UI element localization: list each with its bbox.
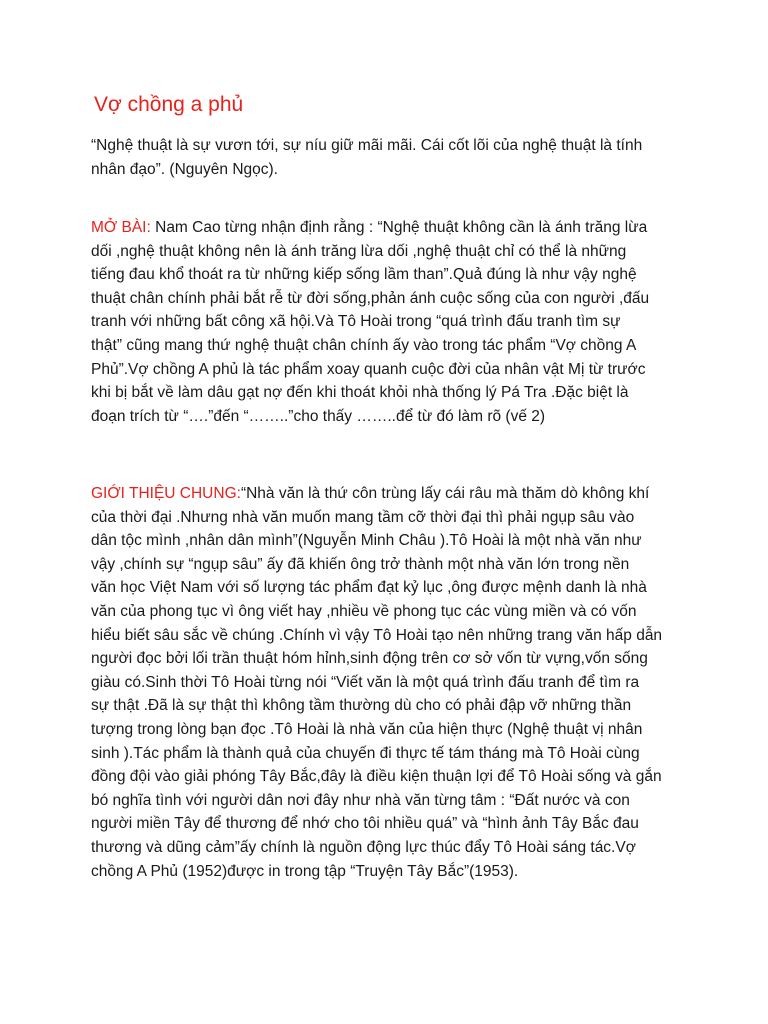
gioi-thieu-line: văn học Việt Nam với số lượng tác phẩm đạt kỷ lục ,ông được mệnh danh là nhà bbox=[91, 579, 647, 597]
mo-bai-line: Phủ”.Vợ chồng A phủ là tác phẩm xoay quanh cuộc đời của nhân vật Mị từ trước bbox=[91, 360, 646, 378]
gioi-thieu-line: của thời đại .Nhưng nhà văn muốn mang tầm cỡ thời đại thì phải ngụp sâu vào bbox=[91, 508, 635, 526]
mo-bai-line: khi bị bắt về làm dâu gạt nợ đến khi thoát khỏi nhà thống lý Pá Tra .Đặc biệt là bbox=[91, 384, 629, 402]
document-title: Vợ chồng a phủ bbox=[94, 93, 244, 116]
mo-bai-paragraph bbox=[91, 216, 711, 428]
epigraph-paragraph bbox=[91, 134, 711, 181]
gioi-thieu-line: hiểu biết sâu sắc về chúng .Chính vì vậy Tô Hoài tạo nên những trang văn hấp dẫn bbox=[91, 626, 663, 644]
gioi-thieu-first-line bbox=[91, 482, 711, 506]
gioi-thieu-line: chồng A Phủ (1952)được in trong tập “Truyện Tây Bắc”(1953). bbox=[91, 862, 519, 880]
gioi-thieu-line: tượng trong lòng bạn đọc .Tô Hoài là nhà văn của hiện thực (Nghệ thuật vị nhân bbox=[91, 720, 643, 738]
mo-bai-first-line bbox=[91, 216, 711, 240]
gioi-thieu-line: đồng đội vào giải phóng Tây Bắc,đây là điều kiện thuận lợi để Tô Hoài sống và gắn bbox=[91, 768, 662, 786]
mo-bai-line: tiếng đau khổ thoát ra từ những kiếp sống lầm than”.Quả đúng là như vậy nghệ bbox=[91, 266, 637, 284]
gioi-thieu-line: thương và dũng cảm”ấy chính là nguồn động lực thúc đẩy Tô Hoài sáng tác.Vợ bbox=[91, 838, 636, 856]
gioi-thieu-line: sinh ).Tác phẩm là thành quả của chuyến đi thực tế tám tháng mà Tô Hoài cùng bbox=[91, 744, 640, 762]
mo-bai-line: đoạn trích từ “….”đến “……..”cho thấy ……..để từ đó làm rõ (vế 2) bbox=[91, 407, 546, 425]
epigraph-line: nhân đạo”. (Nguyên Ngọc). bbox=[91, 160, 278, 178]
mo-bai-heading: MỞ BÀI: bbox=[91, 219, 151, 236]
gioi-thieu-line: dân tộc mình ,nhân dân mình”(Nguyễn Minh Châu ).Tô Hoài là một nhà văn như bbox=[91, 532, 642, 550]
mo-bai-line: thật” cũng mang thứ nghệ thuật chân chính ấy vào trong tác phẩm “Vợ chồng A bbox=[91, 336, 637, 354]
gioi-thieu-line: văn của phong tục vì ông viết hay ,nhiều về phong tục các vùng miền và có vốn bbox=[91, 602, 637, 620]
gioi-thieu-first-line-text: “Nhà văn là thứ côn trùng lấy cái râu mà thăm dò không khí bbox=[240, 485, 650, 502]
gioi-thieu-line: giàu có.Sinh thời Tô Hoài từng nói “Viết văn là một quá trình đấu tranh để tìm ra bbox=[91, 673, 640, 691]
gioi-thieu-heading: GIỚI THIỆU CHUNG: bbox=[91, 485, 241, 502]
mo-bai-first-line-text: Nam Cao từng nhận định rằng : “Nghệ thuật không cần là ánh trăng lừa bbox=[150, 219, 648, 236]
mo-bai-line: thuật chân chính phải bắt rễ từ đời sống,phản ánh cuộc sống của con người ,đấu bbox=[91, 289, 650, 307]
mo-bai-line: dối ,nghệ thuật không nên là ánh trăng lừa dối ,nghệ thuật chỉ có thể là những bbox=[91, 242, 627, 260]
gioi-thieu-line: người miền Tây để thương để nhớ cho tôi nhiều quá” và “hình ảnh Tây Bắc đau bbox=[91, 815, 639, 833]
epigraph-line: “Nghệ thuật là sự vươn tới, sự níu giữ mãi mãi. Cái cốt lõi của nghệ thuật là tính bbox=[91, 137, 643, 154]
gioi-thieu-line: người đọc bởi lối trần thuật hóm hỉnh,sinh động trên cơ sở vốn từ vựng,vốn sống bbox=[91, 650, 648, 668]
gioi-thieu-line: bó nghĩa tình với người dân nơi đây như nhà văn từng tâm : “Đất nước và con bbox=[91, 791, 630, 809]
gioi-thieu-line: sự thật .Đã là sự thật thì không tầm thường dù cho có phải đập vỡ những thần bbox=[91, 697, 632, 715]
gioi-thieu-chung-paragraph bbox=[91, 482, 711, 883]
mo-bai-line: tranh với những bất công xã hội.Và Tô Hoài trong “quá trình đấu tranh tìm sự bbox=[91, 313, 621, 331]
gioi-thieu-line: vậy ,chính sự “ngụp sâu” ấy đã khiến ông trở thành một nhà văn lớn trong nền bbox=[91, 555, 630, 573]
